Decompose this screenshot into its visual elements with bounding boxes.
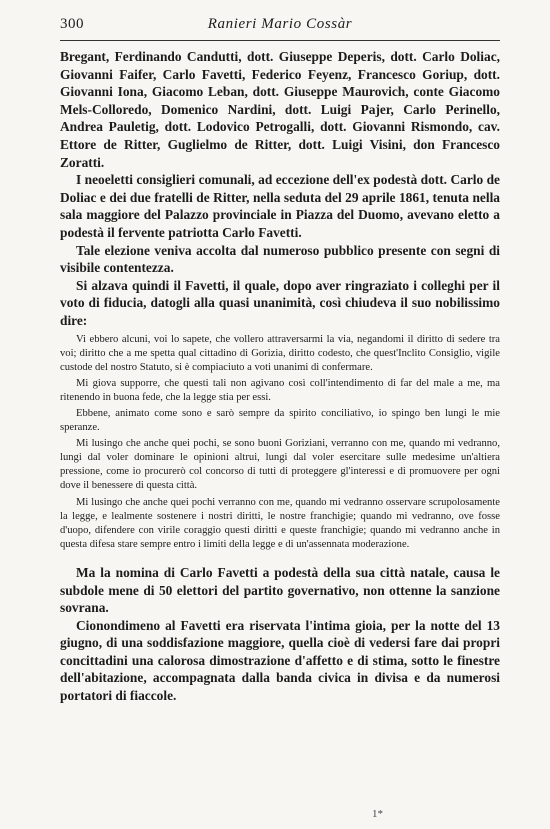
quote-paragraph: Ebbene, animato come sono e sarò sempre da spirito conciliativo, io spingo ben lungi le mie speranze.	[60, 407, 500, 434]
paragraph-reception: Tale elezione veniva accolta dal numeroso pubblico presente con segni di visibile contentezza.	[60, 242, 500, 276]
page-body	[60, 48, 500, 705]
header-rule	[60, 40, 500, 41]
paragraph-election: I neoeletti consiglieri comunali, ad eccezione dell'ex podestà dott. Carlo de Doliac e dei due fratelli de Ritter, nella seduta del 29 aprile 1861, tenuta nella sala maggiore del Palazzo provinciale in Piazza del Duomo, avevano eletto a podestà il fervente patriotta Carlo Favetti.	[60, 172, 500, 240]
running-title: Ranieri Mario Cossàr	[207, 16, 353, 32]
quote-paragraph: Vi ebbero alcuni, voi lo sapete, che vollero attraversarmi la via, negandomi il diritto di sedere tra voi; diritto che a me spetta qual cittadino di Gorizia, diritto codesto, che quest'Inclito Consiglio, vigile custode del nostro Statuto, si è compiaciuto a voti unanimi di confermare.	[60, 333, 500, 373]
quote-paragraph: Mi lusingo che anche quei pochi verranno con me, quando mi vedranno osservare scrupolosamente la legge, e lealmente sostenere i nostri diritti, le nostre franchigie; quando mi vedranno, ove fosse d'uopo, difendere con virile coraggio questi diritti e queste franchigie; quando mi vedranno anche in questa difesa stare sempre entro i limiti della legge e di un'assennata moderazione.	[60, 496, 500, 550]
paragraph-council-members: Bregant, Ferdinando Candutti, dott. Giuseppe Deperis, dott. Carlo Doliac, Giovanni Faifer, Carlo Favetti, Federico Feyenz, Francesco Goriup, dott. Giovanni Iona, Giacomo Leban, dott. Giuseppe Maurovich, conte Giacomo Mels-Colloredo, Domenico Nardini, dott. Luigi Pajer, Carlo Perinello, Andrea Pauletig, dott. Lodovico Petrogalli, dott. Giovanni Rismondo, cav. Ettore de Ritter, Guglielmo de Ritter, dott. Luigi Visini, don Francesco Zoratti.	[60, 49, 500, 170]
quote-paragraph: Mi giova supporre, che questi tali non agivano così coll'intendimento di far del male a me, ma ritenendo in buona fede, che la legge stia per essi.	[60, 377, 500, 403]
quote-paragraph: Mi lusingo che anche quei pochi, se sono buoni Goriziani, verranno con me, quando mi vedranno, lungi dal voler dominare le opinioni altrui, lungi dal voler esercitare sulle medesime un'altiera pressione, come io procurerò col concorso di tutti di proteggere gl'interessi e di promuovere per ogni dove il benessere di questa città.	[60, 438, 500, 492]
paragraph-speech-intro: Si alzava quindi il Favetti, il quale, dopo aver ringraziato i colleghi per il voto di fiducia, datogli alla quasi unanimità, così chiudeva il suo nobilissimo dire:	[60, 277, 500, 328]
page-header	[60, 14, 500, 44]
speech-quote	[60, 333, 500, 552]
paragraph-nomination: Ma la nomina di Carlo Favetti a podestà della sua città natale, causa le subdole mene di 50 elettori del partito governativo, non ottenne la sanzione sovrana.	[60, 564, 500, 616]
signature-mark: 1*	[372, 808, 383, 820]
page-number: 300	[60, 16, 84, 32]
paragraph-celebration: Cionondimeno al Favetti era riservata l'intima gioia, per la notte del 13 giugno, di una soddisfazione maggiore, quella cioè di vedersi fare dai propri concittadini una calorosa dimostrazione d'affetto e di stima, sotto le finestre dell'abitazione, accompagnata dalla banda civica in divisa e da numerosi portatori di fiaccole.	[60, 617, 500, 704]
